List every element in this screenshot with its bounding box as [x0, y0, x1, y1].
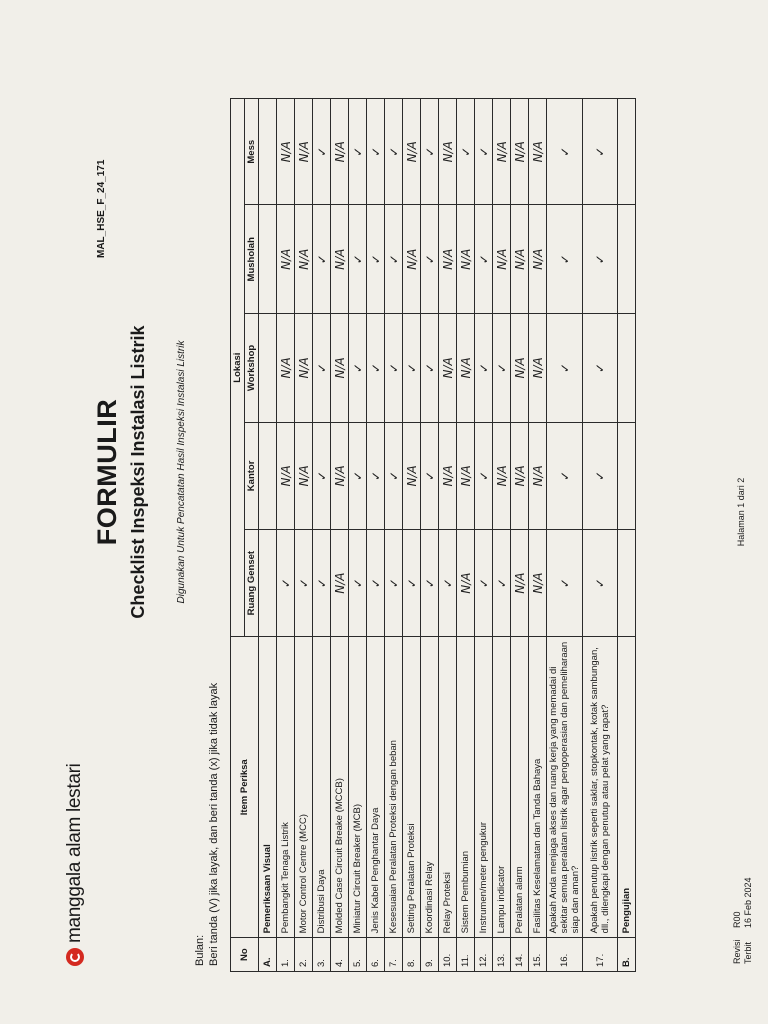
table-row — [295, 99, 313, 972]
check-mark-cell: ✓ — [367, 99, 385, 205]
row-item: Setting Peralatan Proteksi — [403, 637, 421, 938]
table-row — [475, 99, 493, 972]
row-item: Koordinasi Relay — [421, 637, 439, 938]
check-mark-cell: ✓ — [421, 422, 439, 529]
section-empty-cell — [618, 205, 636, 314]
check-mark-cell: ✓ — [385, 529, 403, 636]
section-empty-cell — [259, 99, 277, 205]
check-mark-cell: ✓ — [367, 529, 385, 636]
section-empty-cell — [259, 529, 277, 636]
header-location-group: Lokasi — [231, 99, 245, 637]
section-code: B. — [618, 938, 636, 972]
check-mark-cell: ✓ — [349, 99, 367, 205]
table-row — [547, 99, 583, 972]
check-mark-cell: N/A — [277, 314, 295, 423]
check-mark-cell: ✓ — [583, 314, 618, 423]
checklist-body — [259, 99, 636, 972]
usage-note: Digunakan Untuk Pencatatan Hasil Inspeksi Instalasi Listrik — [176, 340, 187, 604]
header-no: No — [231, 938, 259, 972]
check-mark-cell: ✓ — [583, 205, 618, 314]
check-mark-cell: ✓ — [421, 314, 439, 423]
check-mark-cell: ✓ — [475, 205, 493, 314]
table-row — [511, 99, 529, 972]
section-empty-cell — [259, 205, 277, 314]
table-row — [457, 99, 475, 972]
check-mark-cell: ✓ — [349, 205, 367, 314]
check-mark-cell: N/A — [439, 422, 457, 529]
revision-label: Revisi — [732, 939, 742, 964]
check-mark-cell: N/A — [457, 422, 475, 529]
row-item: Miniatur Circuit Breaker (MCB) — [349, 637, 367, 938]
check-mark-cell: ✓ — [547, 99, 583, 205]
header-location-ruang-genset: Ruang Genset — [245, 529, 259, 636]
row-number: 9. — [421, 938, 439, 972]
row-item: Instrumen/meter pengukur — [475, 637, 493, 938]
check-mark-cell: ✓ — [583, 529, 618, 636]
check-mark-cell: ✓ — [313, 529, 331, 636]
row-item: Lampu indicator — [493, 637, 511, 938]
check-mark-cell: N/A — [277, 205, 295, 314]
row-item: Kesesuaian Peralatan Proteksi dengan beban — [385, 637, 403, 938]
row-number: 15. — [529, 938, 547, 972]
section-title: Pengujian — [618, 637, 636, 938]
form-subtitle: Checklist Inspeksi Instalasi Listrik — [128, 325, 148, 619]
row-item: Motor Control Centre (MCC) — [295, 637, 313, 938]
row-item: Molded Case Circuit Breake (MCCB) — [331, 637, 349, 938]
check-mark-cell: N/A — [493, 99, 511, 205]
check-mark-cell: N/A — [331, 205, 349, 314]
row-item: Relay Proteksi — [439, 637, 457, 938]
check-mark-cell: ✓ — [295, 529, 313, 636]
table-row — [421, 99, 439, 972]
company-logo — [64, 763, 86, 966]
check-mark-cell: N/A — [439, 99, 457, 205]
check-mark-cell: ✓ — [313, 99, 331, 205]
table-row — [439, 99, 457, 972]
check-mark-cell: ✓ — [547, 205, 583, 314]
row-number: 5. — [349, 938, 367, 972]
row-number: 13. — [493, 938, 511, 972]
table-row — [403, 99, 421, 972]
check-mark-cell: ✓ — [349, 529, 367, 636]
table-row — [493, 99, 511, 972]
check-mark-cell: ✓ — [367, 205, 385, 314]
check-mark-cell: ✓ — [475, 314, 493, 423]
row-number: 3. — [313, 938, 331, 972]
table-row — [277, 99, 295, 972]
check-mark-cell: ✓ — [367, 422, 385, 529]
check-mark-cell: N/A — [331, 529, 349, 636]
checklist-table — [230, 98, 636, 972]
section-empty-cell — [618, 529, 636, 636]
section-empty-cell — [618, 314, 636, 423]
check-mark-cell: ✓ — [313, 205, 331, 314]
check-mark-cell: ✓ — [547, 529, 583, 636]
row-number: 12. — [475, 938, 493, 972]
check-mark-cell: N/A — [403, 205, 421, 314]
table-row — [583, 99, 618, 972]
check-mark-cell: ✓ — [583, 422, 618, 529]
row-number: 10. — [439, 938, 457, 972]
check-mark-cell: N/A — [403, 422, 421, 529]
row-number: 8. — [403, 938, 421, 972]
check-mark-cell: ✓ — [313, 422, 331, 529]
check-mark-cell: ✓ — [493, 529, 511, 636]
check-mark-cell: ✓ — [421, 205, 439, 314]
row-item: Apakah penutup listrik seperti saklar, stopkontak, kotak sambungan, dll., dilengkapi dengan penutup atau pelat yang rapat? — [583, 637, 618, 938]
row-item: Peralatan alarm — [511, 637, 529, 938]
brand-logo-icon — [66, 948, 84, 966]
check-mark-cell: ✓ — [475, 99, 493, 205]
check-mark-cell: ✓ — [475, 529, 493, 636]
check-mark-cell: N/A — [439, 314, 457, 423]
issued-value: 16 Feb 2024 — [743, 877, 753, 928]
check-mark-cell: N/A — [511, 529, 529, 636]
check-mark-cell: N/A — [529, 422, 547, 529]
check-mark-cell: ✓ — [439, 529, 457, 636]
section-row — [259, 99, 277, 972]
table-row — [349, 99, 367, 972]
check-mark-cell: N/A — [331, 422, 349, 529]
check-mark-cell: ✓ — [349, 314, 367, 423]
check-mark-cell: N/A — [295, 205, 313, 314]
row-number: 6. — [367, 938, 385, 972]
check-mark-cell: ✓ — [547, 314, 583, 423]
check-mark-cell: ✓ — [385, 422, 403, 529]
check-mark-cell: N/A — [493, 422, 511, 529]
row-number: 1. — [277, 938, 295, 972]
row-number: 7. — [385, 938, 403, 972]
check-mark-cell: N/A — [277, 99, 295, 205]
instruction-text: Beri tanda (V) jika layak, dan beri tanda (x) jika tidak layak — [208, 682, 220, 966]
table-row — [385, 99, 403, 972]
row-item: Sistem Pembumian — [457, 637, 475, 938]
check-mark-cell: N/A — [457, 529, 475, 636]
check-mark-cell: N/A — [295, 99, 313, 205]
section-empty-cell — [259, 422, 277, 529]
check-mark-cell: N/A — [295, 422, 313, 529]
header-item: Item Periksa — [231, 637, 259, 938]
row-number: 17. — [583, 938, 618, 972]
row-item: Pembangkit Tenaga Listrik — [277, 637, 295, 938]
check-mark-cell: N/A — [457, 205, 475, 314]
check-mark-cell: ✓ — [385, 314, 403, 423]
row-number: 16. — [547, 938, 583, 972]
section-empty-cell — [618, 99, 636, 205]
table-row — [331, 99, 349, 972]
check-mark-cell: ✓ — [547, 422, 583, 529]
table-row — [367, 99, 385, 972]
row-number: 4. — [331, 938, 349, 972]
check-mark-cell: ✓ — [457, 99, 475, 205]
row-number: 14. — [511, 938, 529, 972]
check-mark-cell: N/A — [511, 422, 529, 529]
check-mark-cell: N/A — [529, 529, 547, 636]
row-item: Distribusi Daya — [313, 637, 331, 938]
header-location-mess: Mess — [245, 99, 259, 205]
check-mark-cell: N/A — [529, 99, 547, 205]
section-title: Pemeriksaan Visual — [259, 637, 277, 938]
document-code: MAL_HSE_F_24_171 — [96, 159, 107, 258]
form-title: FORMULIR — [92, 398, 122, 546]
row-item: Apakah Anda menjaga akses dan ruang kerja yang memadai di sekitar semua peralatan listrik agar pengoperasian dan pemeliharaan siap dan aman? — [547, 637, 583, 938]
section-empty-cell — [618, 422, 636, 529]
section-empty-cell — [259, 314, 277, 423]
check-mark-cell: N/A — [457, 314, 475, 423]
table-row — [313, 99, 331, 972]
row-number: 2. — [295, 938, 313, 972]
row-item: Jenis Kabel Penghantar Daya — [367, 637, 385, 938]
check-mark-cell: ✓ — [403, 314, 421, 423]
check-mark-cell: N/A — [529, 314, 547, 423]
check-mark-cell: ✓ — [349, 422, 367, 529]
issued-label: Terbit — [743, 941, 753, 964]
check-mark-cell: N/A — [331, 314, 349, 423]
header-location-kantor: Kantor — [245, 422, 259, 529]
check-mark-cell: ✓ — [583, 99, 618, 205]
check-mark-cell: ✓ — [385, 99, 403, 205]
check-mark-cell: ✓ — [367, 314, 385, 423]
check-mark-cell: ✓ — [421, 99, 439, 205]
month-label: Bulan: — [194, 934, 206, 966]
check-mark-cell: ✓ — [385, 205, 403, 314]
check-mark-cell: N/A — [439, 205, 457, 314]
row-number: 11. — [457, 938, 475, 972]
check-mark-cell: N/A — [403, 99, 421, 205]
header-location-workshop: Workshop — [245, 314, 259, 423]
check-mark-cell: N/A — [511, 314, 529, 423]
table-row — [529, 99, 547, 972]
check-mark-cell: ✓ — [475, 422, 493, 529]
check-mark-cell: N/A — [295, 314, 313, 423]
check-mark-cell: ✓ — [493, 314, 511, 423]
check-mark-cell: ✓ — [277, 529, 295, 636]
check-mark-cell: N/A — [511, 99, 529, 205]
check-mark-cell: N/A — [511, 205, 529, 314]
check-mark-cell: N/A — [493, 205, 511, 314]
check-mark-cell: N/A — [331, 99, 349, 205]
section-code: A. — [259, 938, 277, 972]
check-mark-cell: ✓ — [403, 529, 421, 636]
header-location-musholah: Musholah — [245, 205, 259, 314]
section-row — [618, 99, 636, 972]
brand-name: manggala alam lestari — [64, 763, 85, 943]
check-mark-cell: ✓ — [313, 314, 331, 423]
page-number: Halaman 1 dari 2 — [736, 477, 746, 547]
check-mark-cell: N/A — [529, 205, 547, 314]
check-mark-cell: ✓ — [421, 529, 439, 636]
revision-value: R00 — [732, 911, 742, 928]
row-item: Fasilitas Keselamatan dan Tanda Bahaya — [529, 637, 547, 938]
check-mark-cell: N/A — [277, 422, 295, 529]
